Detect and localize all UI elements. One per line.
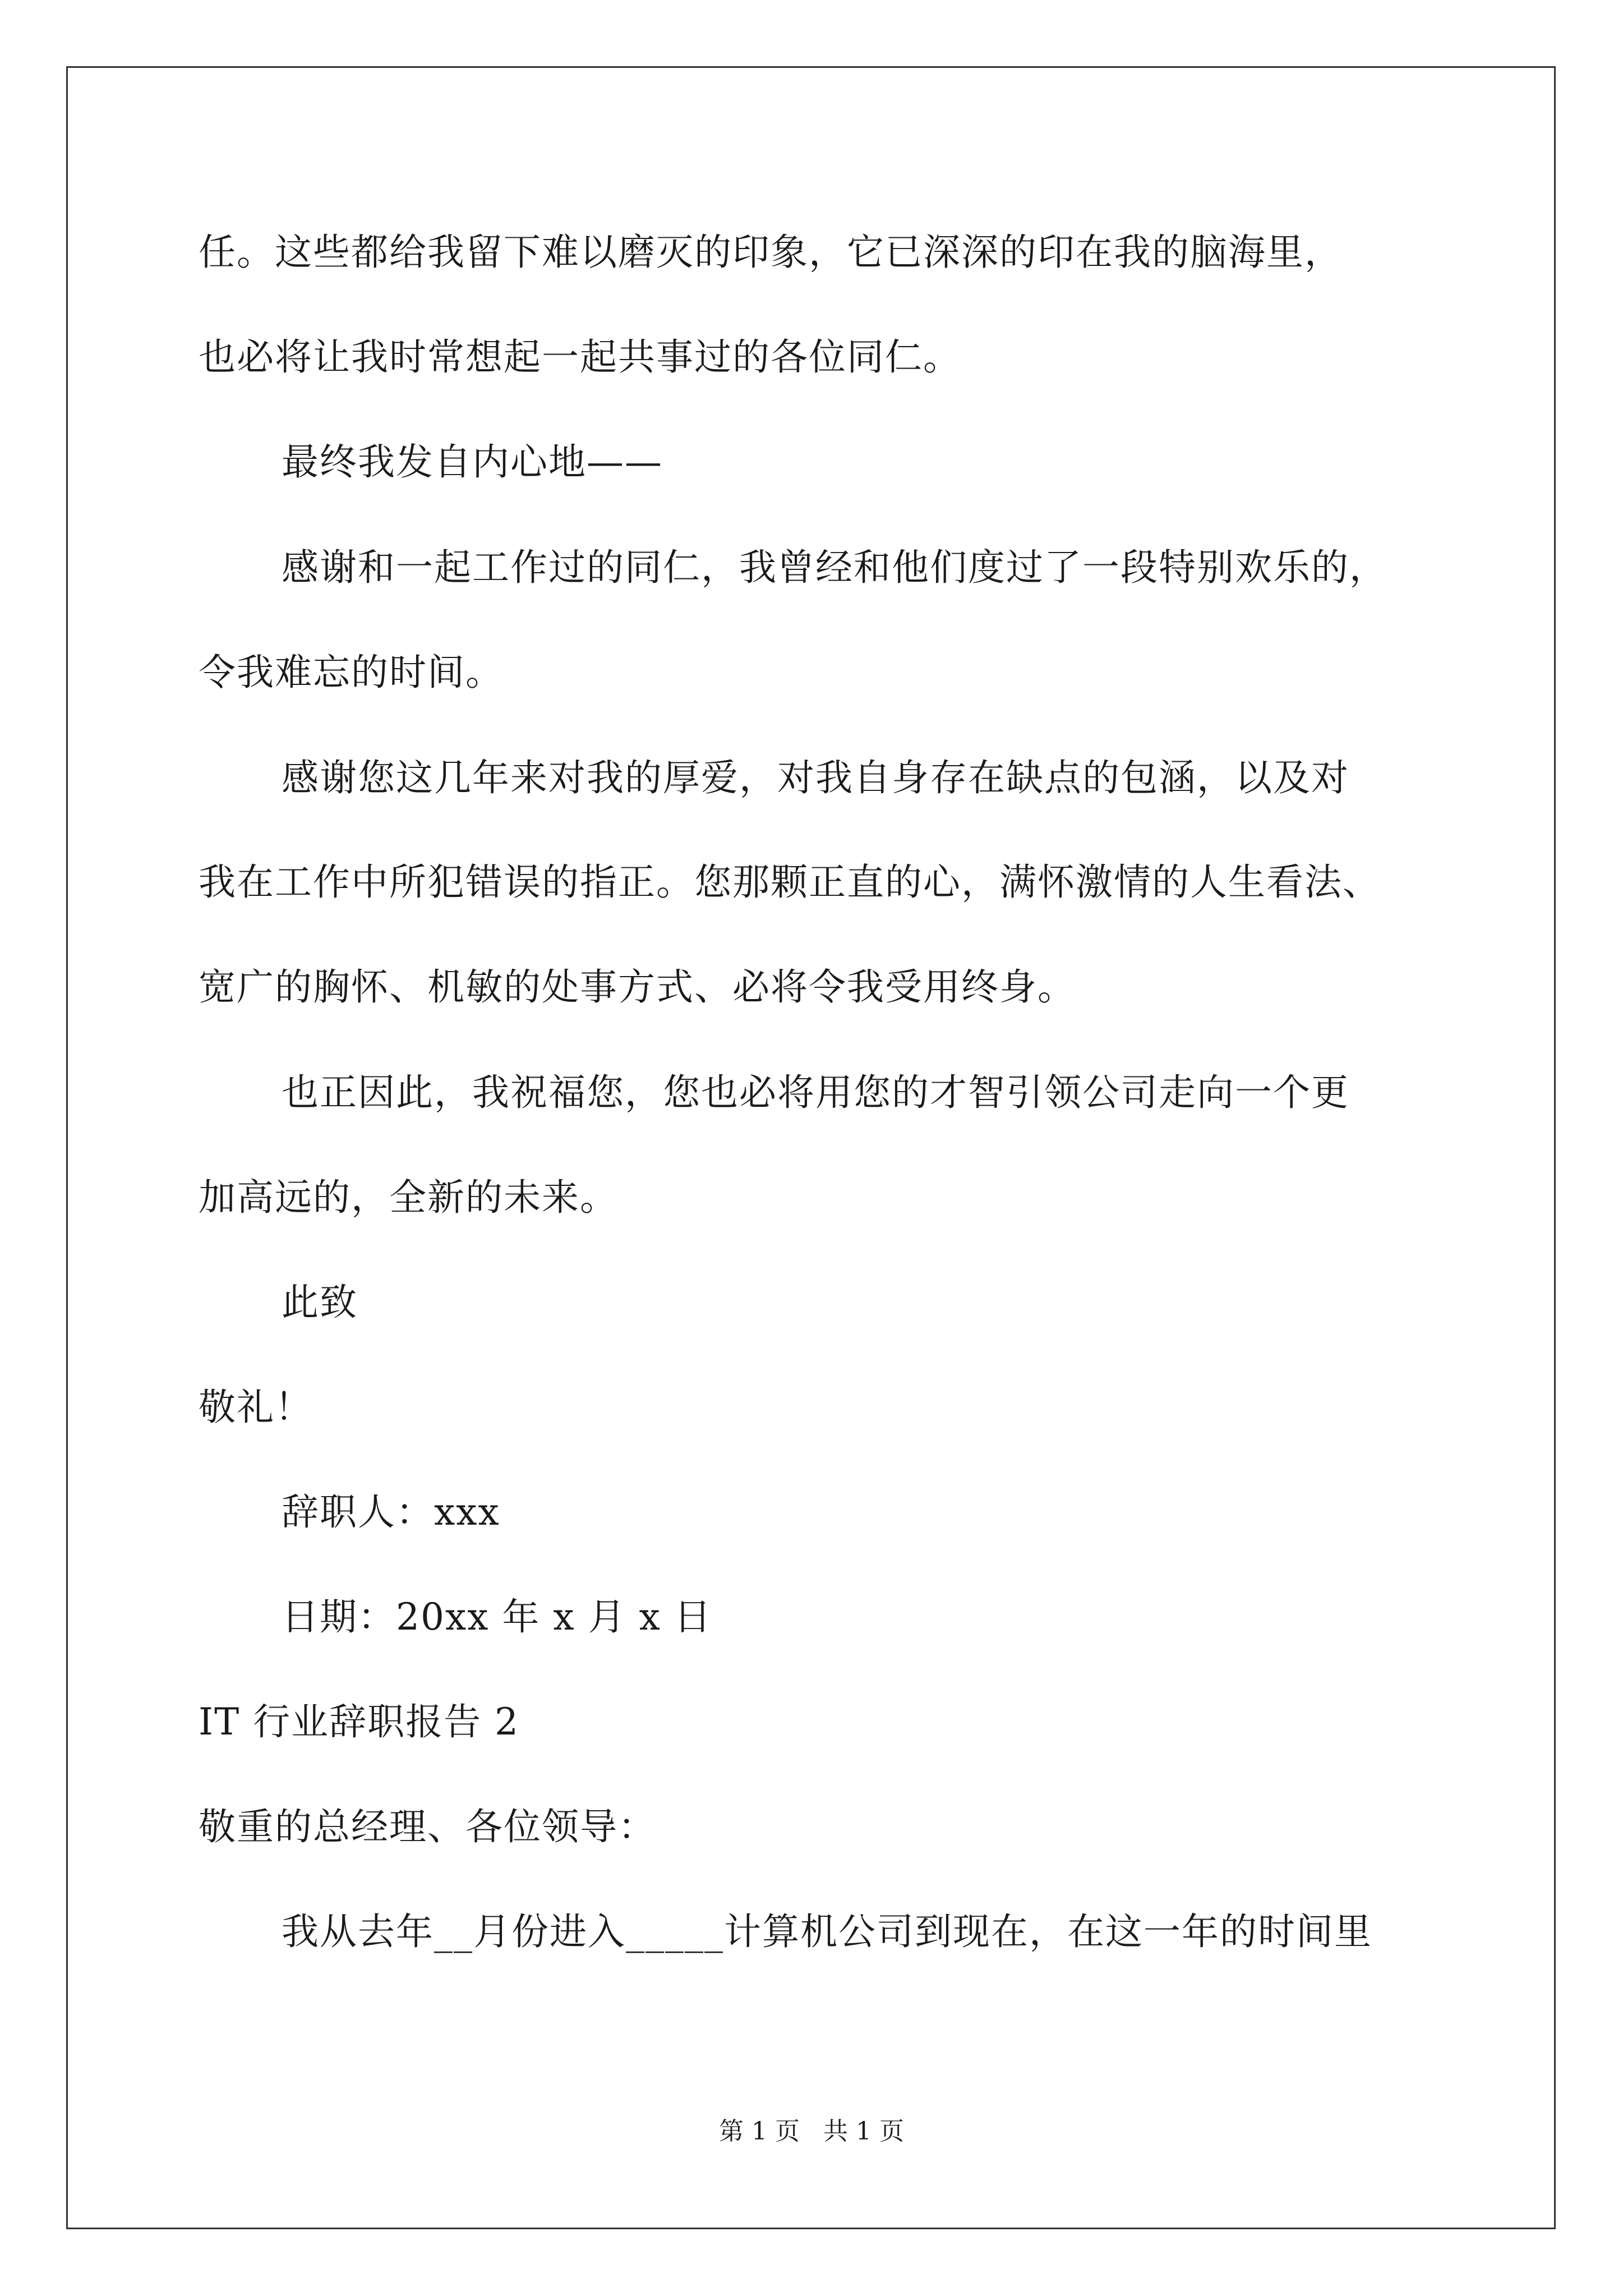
date-line: 日期：20xx 年 x 月 x 日 [282, 1595, 712, 1639]
section-title: IT 行业辞职报告 2 [199, 1700, 520, 1743]
text-line: 最终我发自内心地—— [282, 440, 663, 484]
resigner-signature: 辞职人：xxx [282, 1490, 500, 1534]
page-border [66, 66, 1556, 2229]
text-line: 感谢和一起工作过的同仁，我曾经和他们度过了一段特别欢乐的， [282, 546, 1387, 589]
text-line: 令我难忘的时间。 [199, 651, 504, 694]
greeting-line: 敬重的总经理、各位领导： [199, 1805, 656, 1848]
page-number-footer: 第 1 页 共 1 页 [719, 2117, 904, 2146]
text-line: 任。这些都给我留下难以磨灭的印象，它已深深的印在我的脑海里， [199, 231, 1343, 274]
closing-salutation: 此致 [282, 1281, 358, 1324]
closing-respect: 敬礼！ [199, 1386, 313, 1429]
text-line: 加高远的，全新的未来。 [199, 1176, 618, 1219]
text-line: 也必将让我时常想起一起共事过的各位同仁。 [199, 335, 961, 379]
text-line: 我从去年__月份进入_____计算机公司到现在，在这一年的时间里 [282, 1910, 1372, 1953]
text-line: 也正因此，我祝福您，您也必将用您的才智引领公司走向一个更 [282, 1071, 1349, 1114]
text-line: 我在工作中所犯错误的指正。您那颗正直的心，满怀激情的人生看法、 [199, 861, 1381, 904]
text-line: 感谢您这几年来对我的厚爱，对我自身存在缺点的包涵，以及对 [282, 756, 1349, 799]
text-line: 宽广的胸怀、机敏的处事方式、必将令我受用终身。 [199, 965, 1076, 1009]
